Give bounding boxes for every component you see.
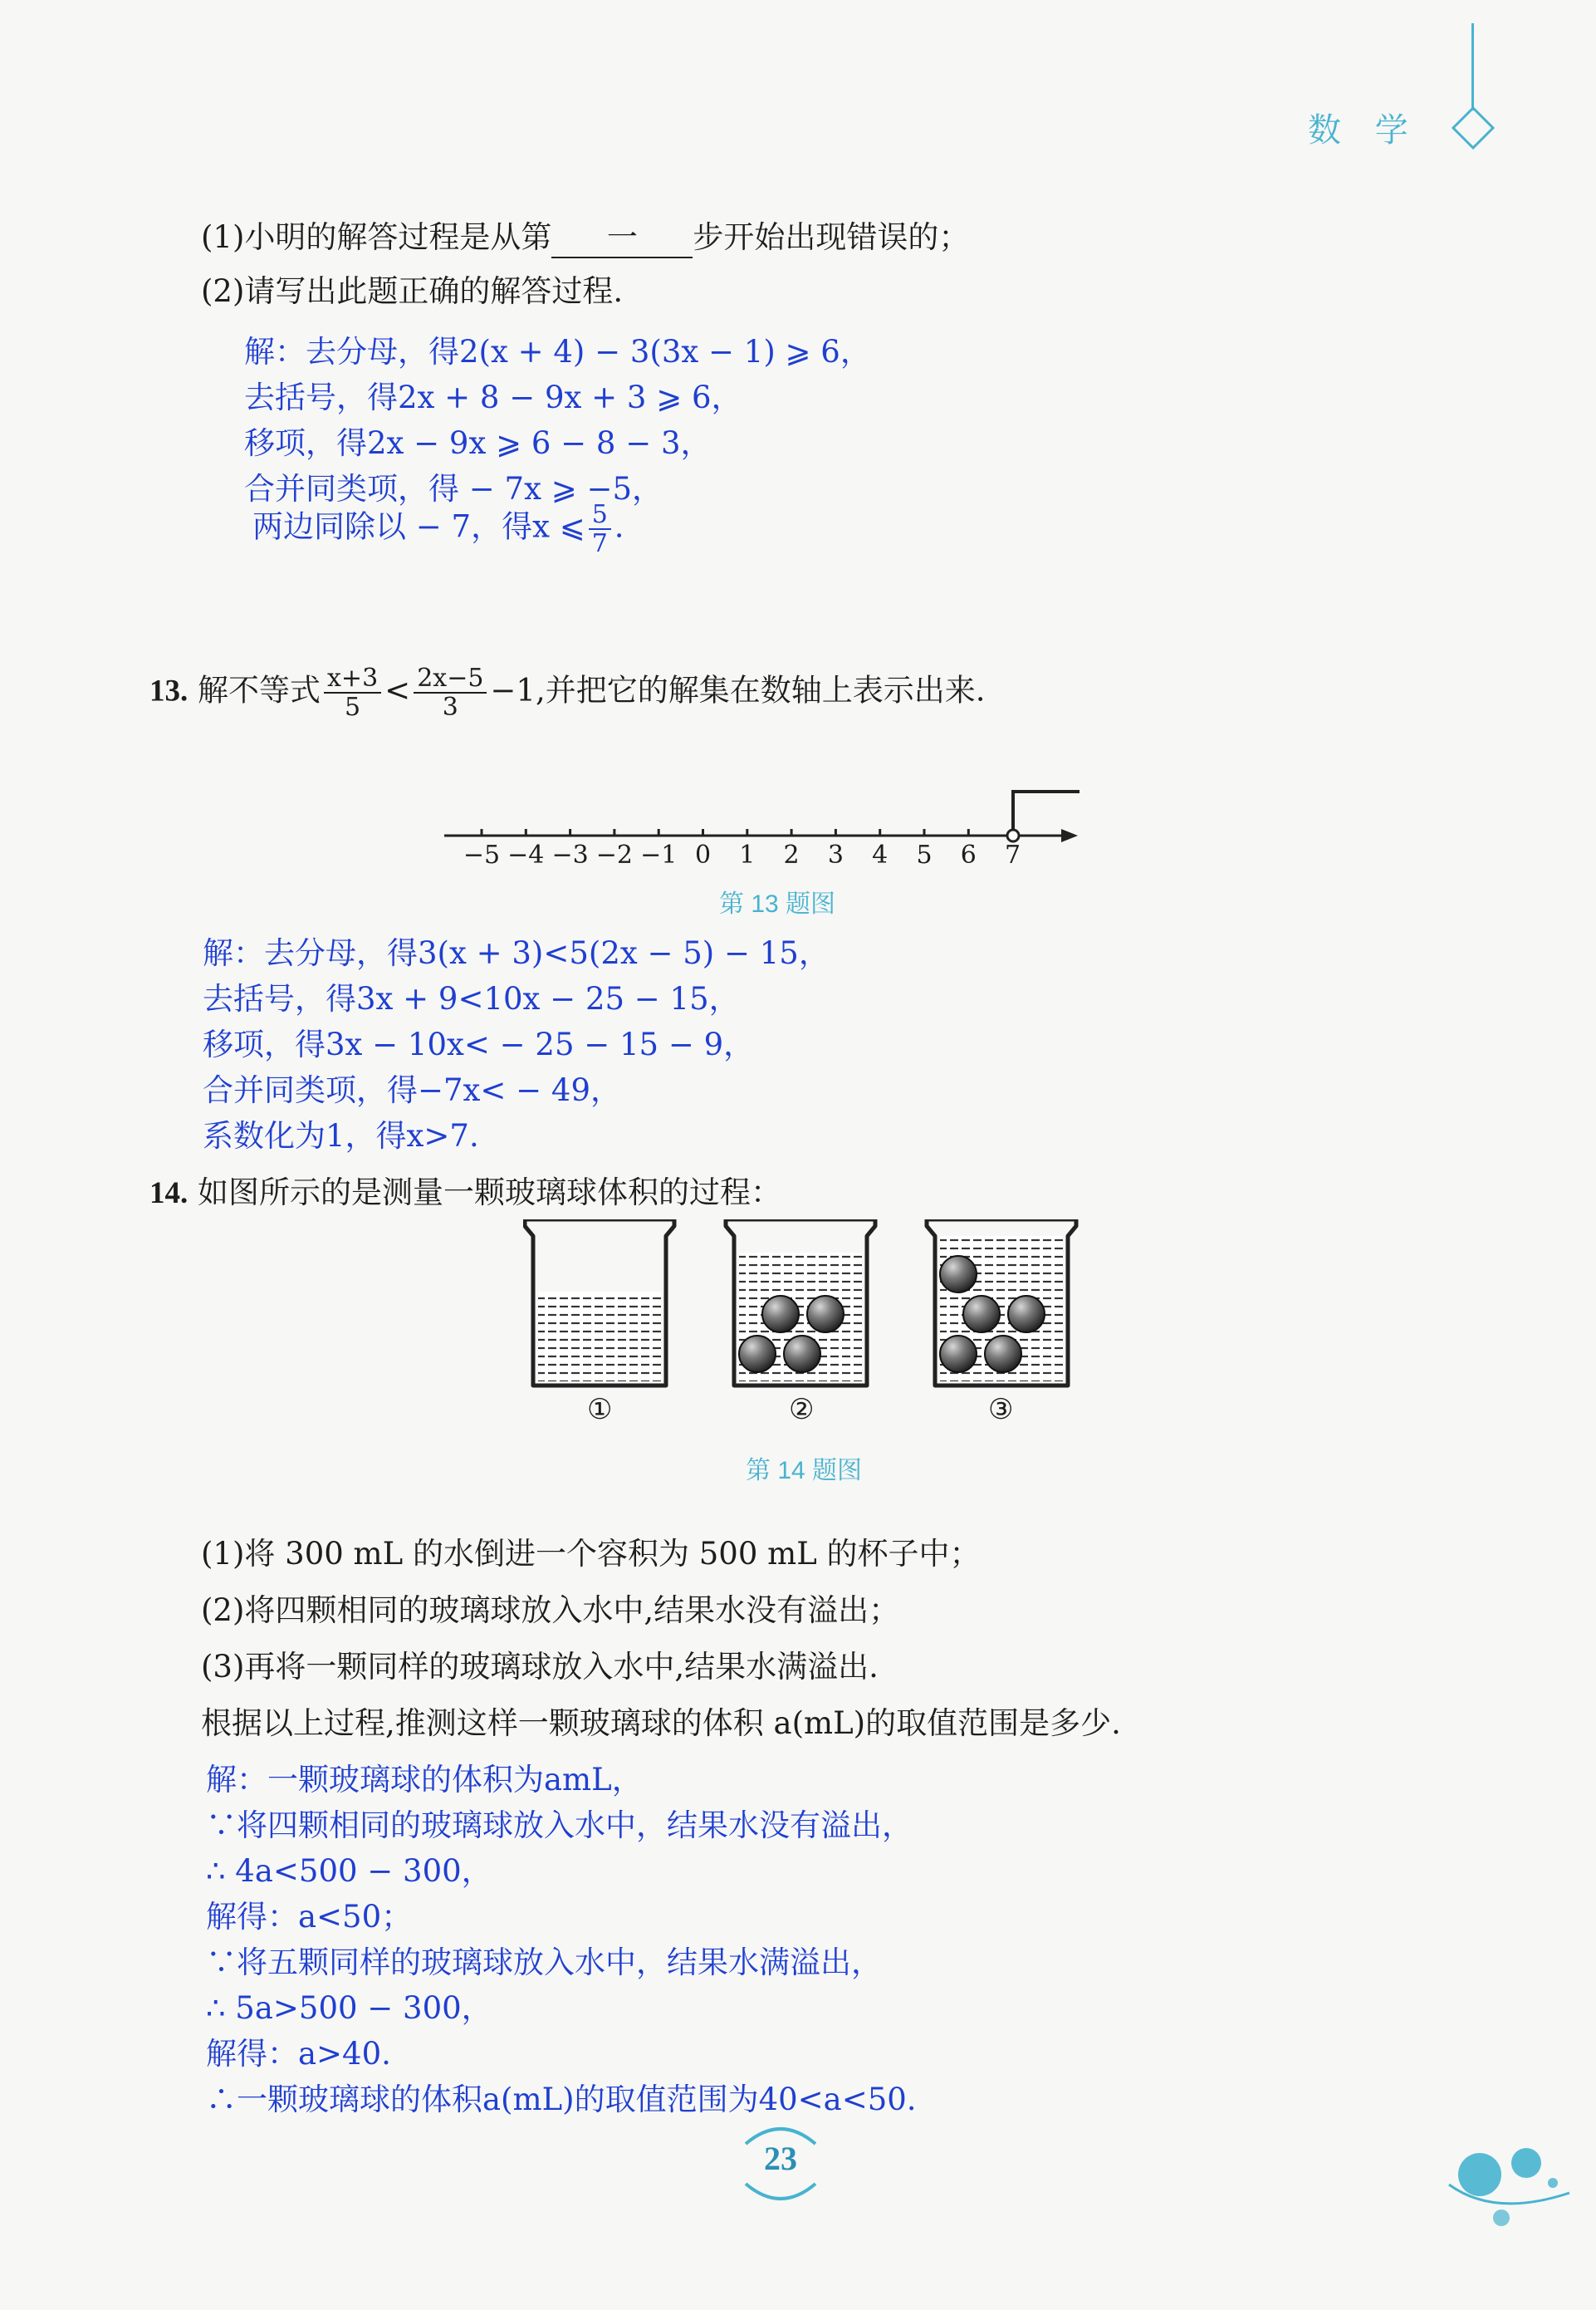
beaker-label-1: ① <box>587 1393 613 1426</box>
q12-blank: 一 <box>551 212 693 258</box>
beakers-figure <box>523 1219 1088 1410</box>
beaker-1 <box>525 1219 674 1386</box>
number-line-labels <box>440 841 1088 877</box>
q13-answer-line-4: 合并同类项，得−7x< − 49， <box>203 1072 622 1108</box>
q12-part2: (2)请写出此题正确的解答过程. <box>201 273 624 309</box>
number-line-tick-label: 7 <box>1005 841 1021 870</box>
glass-ball-icon <box>1008 1296 1045 1332</box>
q14-answer-line-8: ∴一颗玻璃球的体积a(mL)的取值范围为40<a<50. <box>206 2082 917 2117</box>
glass-ball-icon <box>784 1336 820 1372</box>
number-line-tick-label: 3 <box>827 841 844 870</box>
glass-ball-icon <box>940 1336 977 1372</box>
glass-ball-icon <box>762 1296 799 1332</box>
number-line-tick-label: 1 <box>739 841 756 870</box>
q12-answer-line-2: 去括号，得2x + 8 − 9x + 3 ⩾ 6， <box>244 380 742 415</box>
q12-answer-line-3: 移项，得2x − 9x ⩾ 6 − 8 − 3， <box>244 425 712 461</box>
q13-answer-line-3: 移项，得3x − 10x< − 25 − 15 − 9， <box>203 1027 755 1062</box>
q13-question: 13. 解不等式 $\frac{x+3}{5}$ < $\frac{2x-5}{3}$ −1,并把它的解集在数轴上表示出来. <box>149 664 986 722</box>
header-accent-line <box>1471 23 1474 110</box>
q13-answer-line-2: 去括号，得3x + 9<10x − 25 − 15， <box>203 981 740 1017</box>
glass-ball-icon <box>940 1256 977 1292</box>
diamond-icon <box>1452 106 1495 150</box>
q14-number: 14. <box>149 1176 188 1210</box>
q14-answer-line-2: ∵将四颗相同的玻璃球放入水中，结果水没有溢出， <box>206 1807 913 1843</box>
number-line-tick-label: −1 <box>640 841 678 870</box>
glass-ball-icon <box>963 1296 1000 1332</box>
q14-answer-line-5: ∵将五颗同样的玻璃球放入水中，结果水满溢出， <box>206 1945 882 1980</box>
decorative-bubbles-icon <box>1445 2126 1578 2243</box>
number-line-tick-label: −5 <box>463 841 501 870</box>
q14-answer-line-6: ∴ 5a>500 − 300， <box>206 1990 492 2026</box>
q13-answer-line-1: 解：去分母，得3(x + 3)<5(2x − 5) − 15， <box>203 935 830 971</box>
q13-number: 13. <box>149 674 188 709</box>
q13-answer-line-5: 系数化为1，得x>7. <box>203 1118 479 1154</box>
glass-ball-icon <box>985 1336 1021 1372</box>
q14-step-2: (2)将四颗相同的玻璃球放入水中,结果水没有溢出； <box>201 1592 900 1628</box>
q12-answer-line-1: 解：去分母，得2(x + 4) − 3(3x − 1) ⩾ 6， <box>244 334 871 370</box>
number-line-tick-label: 4 <box>872 841 889 870</box>
number-line-tick-label: 2 <box>783 841 800 870</box>
q14-caption: 第 14 题图 <box>746 1457 863 1484</box>
beaker-2 <box>726 1219 875 1386</box>
number-line-tick-label: 0 <box>694 841 712 870</box>
q14-answer-line-7: 解得：a>40. <box>206 2036 391 2072</box>
number-line-tick-label: −4 <box>507 841 545 870</box>
q14-question: 根据以上过程,推测这样一颗玻璃球的体积 a(mL)的取值范围是多少. <box>201 1705 1121 1741</box>
q12-part1: (1)小明的解答过程是从第 一 步开始出现错误的； <box>201 212 969 258</box>
q12-answer-line-4: 合并同类项，得 − 7x ⩾ −5， <box>244 471 663 507</box>
q14-answer-line-3: ∴ 4a<500 − 300， <box>206 1853 492 1889</box>
beaker-label-2: ② <box>789 1393 815 1426</box>
page-number: 23 <box>764 2140 797 2177</box>
beaker-3 <box>927 1219 1076 1386</box>
q14-step-1: (1)将 300 mL 的水倒进一个容积为 500 mL 的杯子中； <box>201 1536 981 1572</box>
glass-ball-icon <box>739 1336 776 1372</box>
q14-answer-line-4: 解得：a<50； <box>206 1899 413 1935</box>
beaker-label-3: ③ <box>988 1393 1014 1426</box>
q12-answer-line-5: 两边同除以 − 7，得x ⩽ $\frac{5}{7}$ . <box>252 500 624 558</box>
number-line-tick-label: 5 <box>916 841 933 870</box>
number-line-tick-label: −3 <box>551 841 589 870</box>
number-line-tick-label: −2 <box>595 841 633 870</box>
header-subject: 数 学 <box>1308 111 1420 150</box>
q14-step-3: (3)再将一颗同样的玻璃球放入水中,结果水满溢出. <box>201 1649 879 1685</box>
q14-intro: 14. 如图所示的是测量一颗玻璃球体积的过程： <box>149 1175 782 1210</box>
glass-ball-icon <box>807 1296 844 1332</box>
number-line-tick-label: 6 <box>960 841 977 870</box>
q13-caption: 第 13 题图 <box>719 890 836 918</box>
q14-answer-line-1: 解：一颗玻璃球的体积为amL， <box>206 1762 643 1797</box>
